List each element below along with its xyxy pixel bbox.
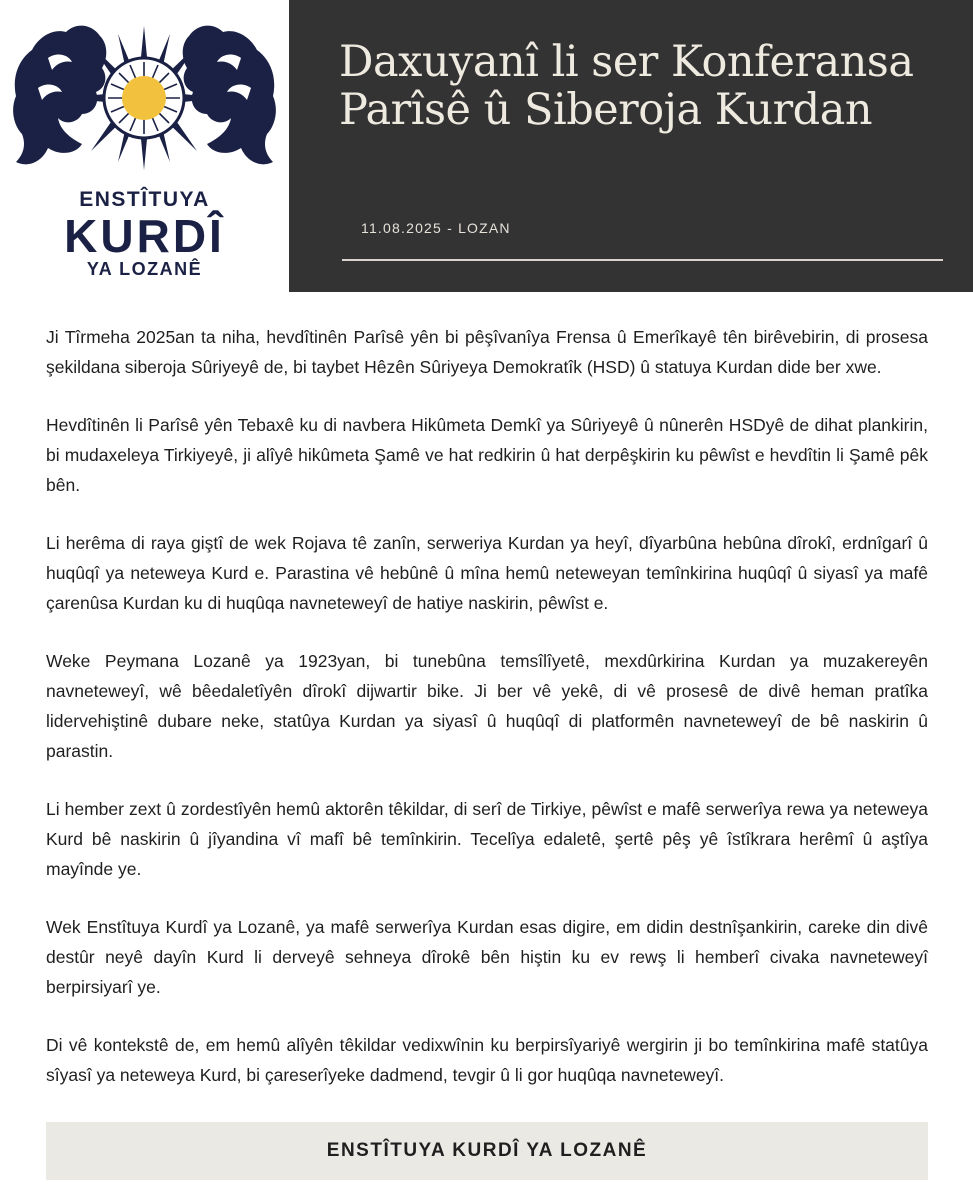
- logo[interactable]: [0, 0, 289, 292]
- paragraph: Wek Enstîtuya Kurdî ya Lozanê, ya mafê serwerîya Kurdan esas digire, em didin destnîşankirin, careke din divê destûr neyê dayîn Kurd li derveyê sehneya dîrokê bên hiştin ku ev rewş li hemberî civaka navneteweyî berpirsiyarî ye.: [46, 917, 928, 997]
- paragraph: Li hember zext û zordestîyên hemû aktorên têkildar, di serî de Tirkiye, pêwîst e mafê serwerîya rewa ya neteweya Kurd bê naskirin û jîyandina vî mafî bê temînkirin. Tecelîya edaletê, şertê pêş yê îstîkrara herêmî û aştîya mayînde ye.: [46, 799, 928, 879]
- footer-label: ENSTÎTUYA KURDÎ YA LOZANÊ: [326, 1140, 648, 1161]
- paragraph: Li herêma di raya giştî de wek Rojava tê zanîn, serweriya Kurdan ya heyî, dîyarbûna hebûna dîrokî, erdnîgarî û huqûqî ya neteweya Kurd e. Parastina vê hebûnê û mîna hemû neteweyan temînkirina huqûqî û siyasî ya mafê çarenûsa Kurdan ku di huqûqa navneteweyî de hatiye naskirin, pêwîst e.: [46, 533, 928, 613]
- logo-text-line3: YA LOZANÊ: [86, 259, 203, 279]
- lions-and-sun-emblem-icon: [8, 18, 281, 178]
- page-title: Daxuyanî li ser Konferansa Parîsê û Siberoja Kurdan: [339, 37, 914, 135]
- header: [0, 0, 973, 292]
- paragraph: Hevdîtinên li Parîsê yên Tebaxê ku di navbera Hikûmeta Demkî ya Sûriyeyê û nûnerên HSDyê de dihat plankirin, bi mudaxeleya Tirkiyeyê, ji alîyê hikûmeta Şamê ve hat redkirin û hat derpêşkirin ku pêwîst e hevdîtin li Şamê pêk bên.: [46, 415, 928, 495]
- date-location: 11.08.2025 - LOZAN: [361, 220, 511, 236]
- footer-banner: [46, 1122, 928, 1180]
- title-divider: [342, 259, 943, 261]
- logo-text-line2: KURDÎ: [64, 210, 225, 262]
- title-panel: [289, 0, 973, 292]
- statement-body: [46, 322, 928, 1118]
- logo-text-line1: ENSTÎTUYA: [79, 188, 210, 211]
- paragraph: Ji Tîrmeha 2025an ta niha, hevdîtinên Parîsê yên bi pêşîvanîya Frensa û Emerîkayê tên birêvebirin, di prosesa şekildana siberoja Sûriyeyê de, bi taybet Hêzên Sûriyeya Demokratîk (HSD) û statuya Kurdan dide ber xwe.: [46, 327, 928, 377]
- paragraph: Di vê kontekstê de, em hemû alîyên têkildar vedixwînin ku berpirsîyariyê wergirin ji bo temînkirina mafê statûya sîyasî ya neteweya Kurd, bi çareserîyeke dadmend, tevgir û li gor huqûqa navneteweyî.: [46, 1035, 928, 1085]
- paragraph: Weke Peymana Lozanê ya 1923yan, bi tunebûna temsîlîyetê, mexdûrkirina Kurdan ya muzakereyên navneteweyî, wê bêedaletîyên dîrokî dijwartir bike. Ji ber vê yekê, di vê prosesê de divê heman pratîka lidervehiştinê dubare neke, statûya Kurdan ya siyasî û huqûqî di platformên navneteweyî de bê naskirin û parastin.: [46, 651, 928, 761]
